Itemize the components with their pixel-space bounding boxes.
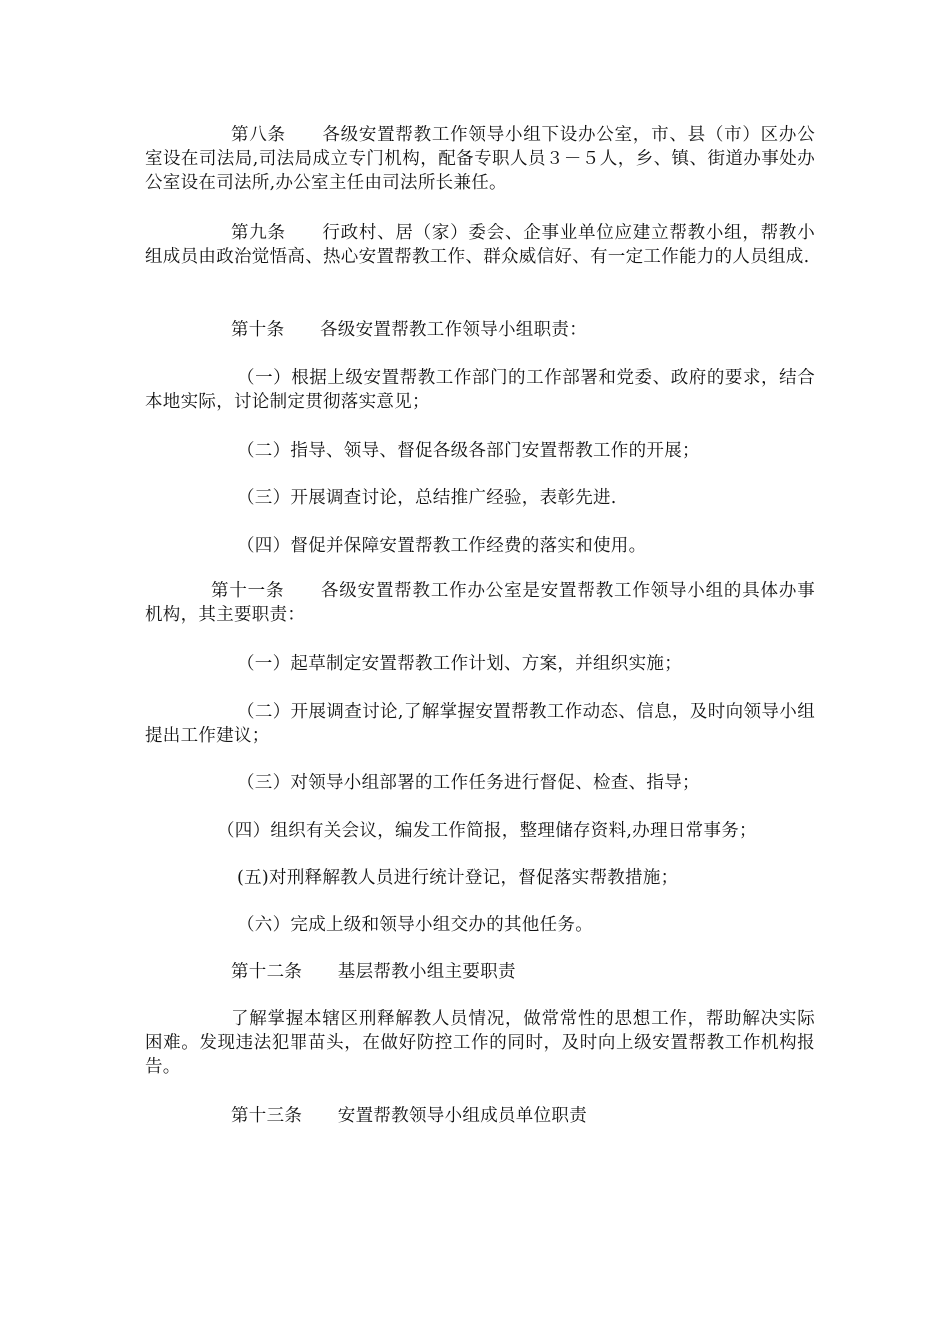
article-10-item-4: （四）督促并保障安置帮教工作经费的落实和使用。 — [237, 536, 647, 556]
article-11-item-6: （六）完成上级和领导小组交办的其他任务。 — [237, 915, 593, 935]
article-11-item-3: （三）对领导小组部署的工作任务进行督促、检查、指导； — [237, 773, 700, 793]
article-10-item-1: （一）根据上级安置帮教工作部门的工作部署和党委、政府的要求，结合本地实际，讨论制定贯彻落实意见； — [145, 368, 815, 412]
article-10-paragraph: 第十条 各级安置帮教工作领导小组职责： — [231, 320, 587, 340]
article-8-paragraph: 第八条 各级安置帮教工作领导小组下设办公室，市、县（市）区办公室设在司法局,司法局成立专门机构，配备专职人员３－５人，乡、镇、街道办事处办公室设在司法所,办公室主任由司法所长兼任。 — [145, 125, 815, 193]
article-10-item-2: （二）指导、领导、督促各级各部门安置帮教工作的开展； — [237, 441, 700, 461]
article-9-paragraph: 第九条 行政村、居（家）委会、企事业单位应建立帮教小组，帮教小组成员由政治觉悟高、热心安置帮教工作、群众威信好、有一定工作能力的人员组成. — [145, 223, 815, 267]
article-11-paragraph: 第十一条 各级安置帮教工作办公室是安置帮教工作领导小组的具体办事机构，其主要职责： — [145, 581, 815, 625]
article-13-heading: 第十三条 安置帮教领导小组成员单位职责 — [231, 1106, 587, 1126]
article-11-item-4: （四）组织有关会议，编发工作简报，整理储存资料,办理日常事务； — [217, 821, 757, 841]
article-12-heading: 第十二条 基层帮教小组主要职责 — [231, 962, 516, 982]
article-11-item-1: （一）起草制定安置帮教工作计划、方案，并组织实施； — [237, 654, 682, 674]
article-12-paragraph: 了解掌握本辖区刑释解教人员情况，做常常性的思想工作，帮助解决实际困难。发现违法犯罪苗头，在做好防控工作的同时，及时向上级安置帮教工作机构报告。 — [145, 1009, 815, 1077]
article-11-item-2: （二）开展调查讨论,了解掌握安置帮教工作动态、信息，及时向领导小组提出工作建议； — [145, 702, 815, 746]
article-10-item-3: （三）开展调查讨论，总结推广经验，表彰先进. — [237, 488, 617, 508]
article-11-item-5: (五)对刑释解教人员进行统计登记，督促落实帮教措施； — [237, 868, 679, 888]
